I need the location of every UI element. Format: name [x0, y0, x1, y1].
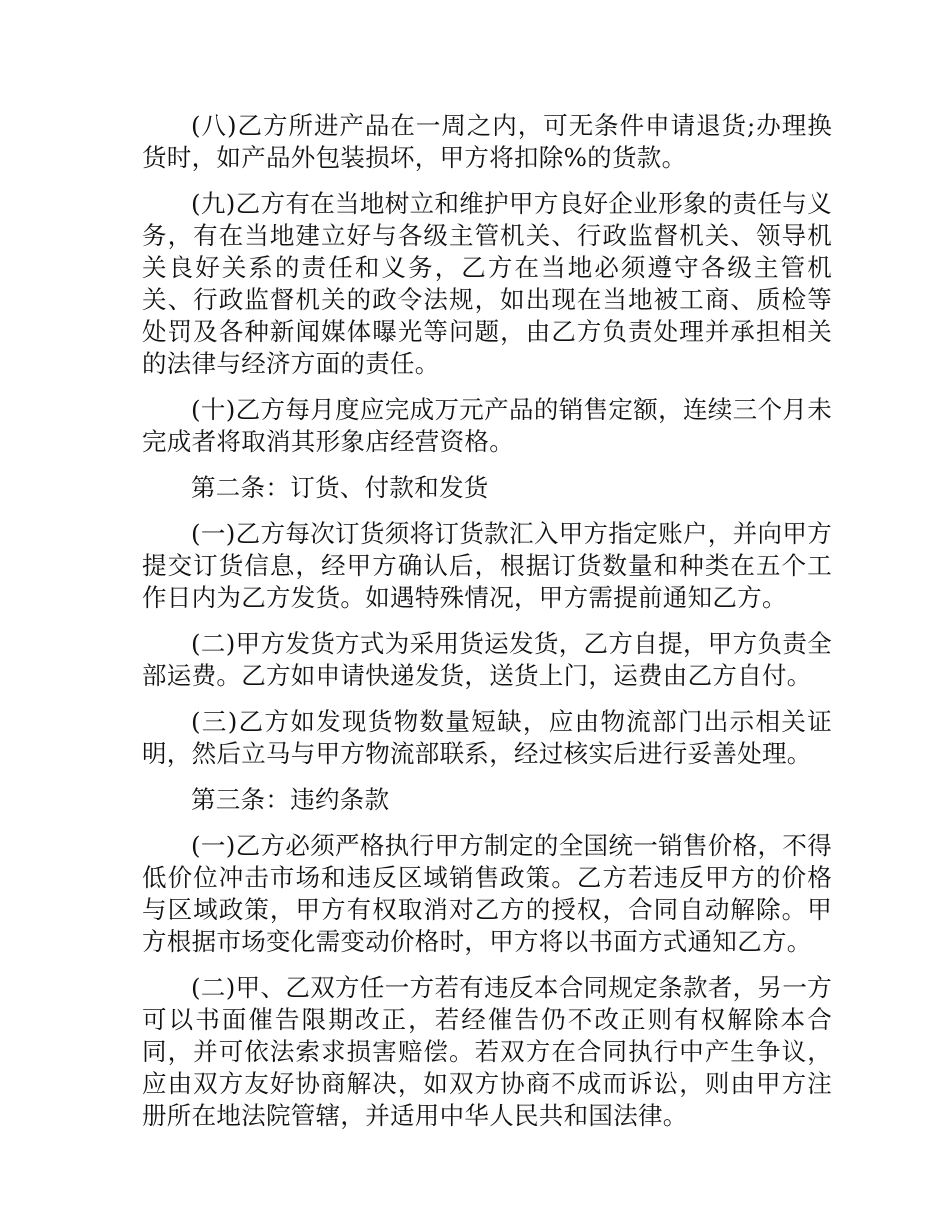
clause-9-paragraph: (九)乙方有在当地树立和维护甲方良好企业形象的责任与义务，有在当地建立好与各级主管机关、行政监督机关、领导机关良好关系的责任和义务，乙方在当地必须遵守各级主管机关、行政监督机关的政令法规，如出现在当地被工商、质检等处罚及各种新闻媒体曝光等问题，由乙方负责处理并承担相关的法律与经济方面的责任。 — [142, 189, 832, 378]
article-2-clause-1-paragraph: (一)乙方每次订货须将订货款汇入甲方指定账户，并向甲方提交订货信息，经甲方确认后，根据订货数量和种类在五个工作日内为乙方发货。如遇特殊情况，甲方需提前通知乙方。 — [142, 519, 832, 612]
article-3-clause-1-paragraph: (一)乙方必须严格执行甲方制定的全国统一销售价格，不得低价位冲击市场和违反区域销售政策。乙方若违反甲方的价格与区域政策，甲方有权取消对乙方的授权，合同自动解除。甲方根据市场变化需变动价格时，甲方将以书面方式通知乙方。 — [142, 831, 832, 956]
article-3-heading: 第三条：违约条款 — [191, 785, 390, 814]
clause-10-paragraph: (十)乙方每月度应完成万元产品的销售定额，连续三个月未完成者将取消其形象店经营资格。 — [142, 395, 832, 456]
clause-8-paragraph: (八)乙方所进产品在一周之内，可无条件申请退货;办理换货时，如产品外包装损坏，甲方将扣除%的货款。 — [142, 111, 832, 172]
article-3-clause-2-paragraph: (二)甲、乙双方任一方若有违反本合同规定条款者，另一方可以书面催告限期改正，若经催告仍不改正则有权解除本合同，并可依法索求损害赔偿。若双方在合同执行中产生争议，应由双方友好协商解决，如双方协商不成而诉讼，则由甲方注册所在地法院管辖，并适用中华人民共和国法律。 — [142, 973, 832, 1130]
document-page — [142, 110, 832, 1146]
article-2-heading: 第二条：订货、付款和发货 — [191, 473, 489, 502]
article-2-clause-3-paragraph: (三)乙方如发现货物数量短缺，应由物流部门出示相关证明，然后立马与甲方物流部联系，经过核实后进行妥善处理。 — [142, 707, 832, 768]
article-2-clause-2-paragraph: (二)甲方发货方式为采用货运发货，乙方自提，甲方负责全部运费。乙方如申请快递发货，送货上门，运费由乙方自付。 — [142, 629, 832, 690]
